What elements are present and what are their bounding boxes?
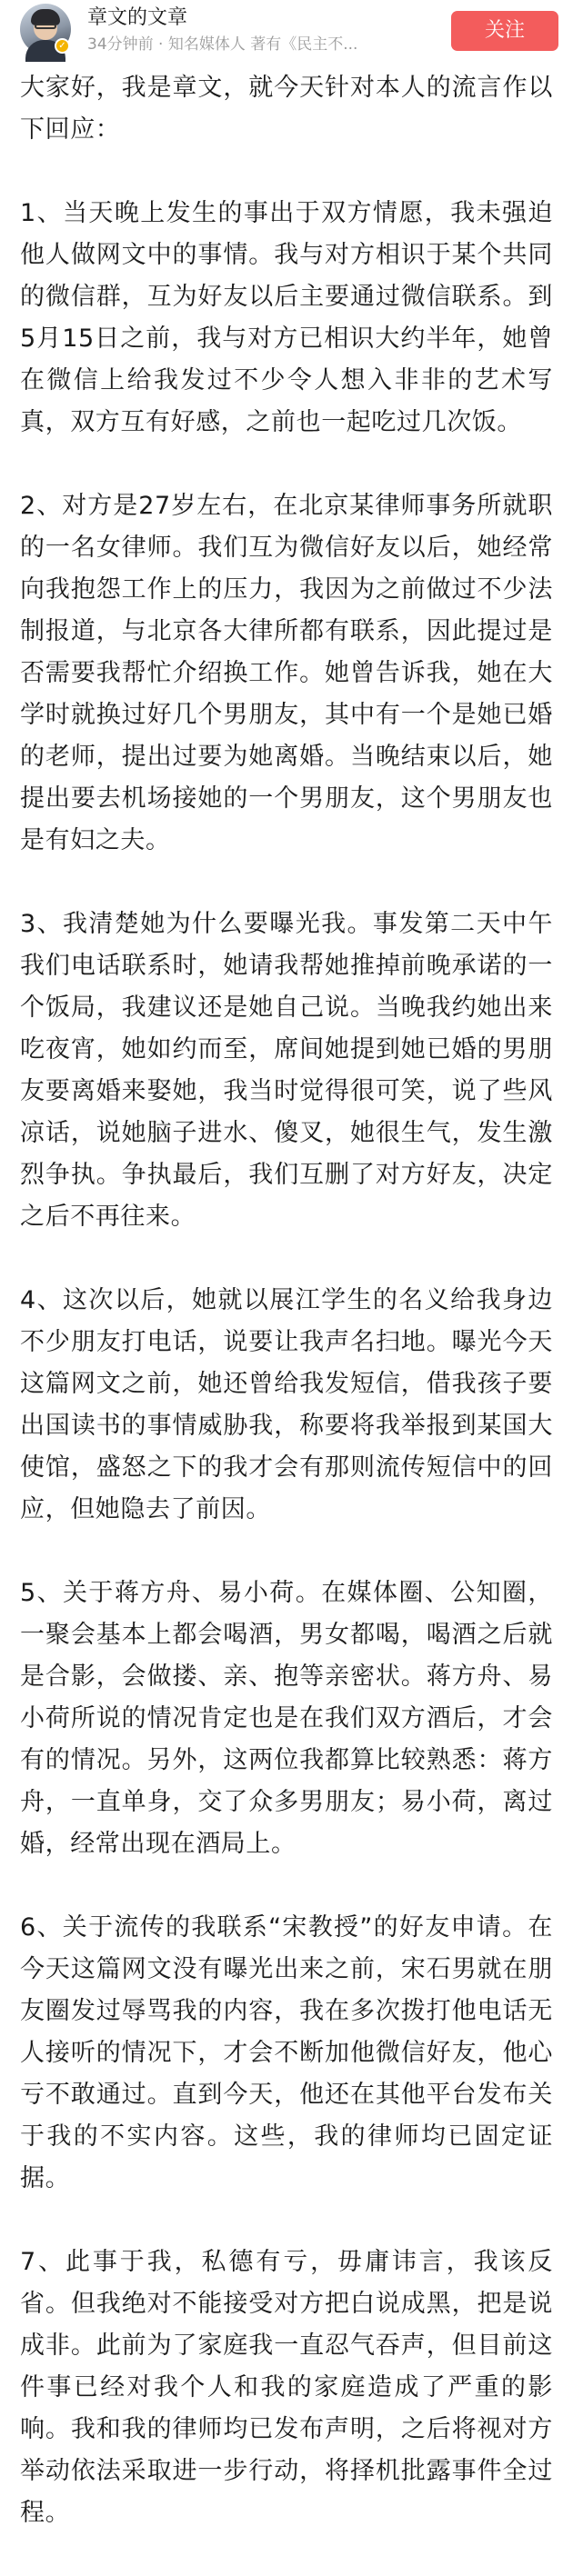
author-name[interactable]: 章文的文章 [87, 6, 188, 29]
article-paragraph-1: 1、当天晚上发生的事出于双方情愿，我未强迫他人做网文中的事情。我与对方相识于某个共同的微信群，互为好友以后主要通过微信联系。到5月15日之前，我与对方已相识大约半年，她曾在微信上给我发过不少令人想入非非的艺术写真，双方互有好感，之前也一起吃过几次饭。 [20, 199, 553, 436]
article-paragraph-6: 6、关于流传的我联系“宋教授”的好友申请。在今天这篇网文没有曝光出来之前，宋石男就在朋友圈发过辱骂我的内容，我在多次拨打他电话无人接听的情况下，才会不断加他微信好友，他心亏不敢通过。直到今天，他还在其他平台发布关于我的不实内容。这些，我的律师均已固定证据。 [20, 1913, 553, 2192]
article-body [20, 67, 553, 2576]
post-meta: 34分钟前 · 知名媒体人 著有《民主不... [87, 35, 358, 54]
article-paragraph-2: 2、对方是27岁左右，在北京某律师事务所就职的一名女律师。我们互为微信好友以后，她经常向我抱怨工作上的压力，我因为之前做过不少法制报道，与北京各大律所都有联系，因此提过是否需要我帮忙介绍换工作。她曾告诉我，她在大学时就换过好几个男朋友，其中有一个是她已婚的老师，提出过要为她离婚。当晚结束以后，她提出要去机场接她的一个男朋友，这个男朋友也是有妇之夫。 [20, 492, 553, 854]
article-paragraph-5: 5、关于蒋方舟、易小荷。在媒体圈、公知圈，一聚会基本上都会喝酒，男女都喝，喝酒之后就是合影，会做搂、亲、抱等亲密状。蒋方舟、易小荷所说的情况肯定也是在我们双方酒后，才会有的情况。另外，这两位我都算比较熟悉：蒋方舟，一直单身，交了众多男朋友；易小荷，离过婚，经常出现在酒局上。 [20, 1579, 553, 1858]
verified-badge-icon: ✓ [55, 38, 70, 54]
article-paragraph-intro: 大家好，我是章文，就今天针对本人的流言作以下回应： [20, 74, 553, 144]
follow-button[interactable]: 关注 [451, 11, 558, 51]
article-header [0, 0, 573, 60]
avatar-glasses-shape [35, 24, 56, 29]
article-paragraph-7: 7、此事于我，私德有亏，毋庸讳言，我该反省。但我绝对不能接受对方把白说成黑，把是说成非。此前为了家庭我一直忍气吞声，但目前这件事已经对我个人和我的家庭造成了严重的影响。我和我的律师均已发布声明，之后将视对方举动依法采取进一步行动，将择机批露事件全过程。 [20, 2248, 553, 2527]
article-paragraph-3: 3、我清楚她为什么要曝光我。事发第二天中午我们电话联系时，她请我帮她推掉前晚承诺的一个饭局，我建议还是她自己说。当晚我约她出来吃夜宵，她如约而至，席间她提到她已婚的男朋友要离婚来娶她，我当时觉得很可笑，说了些风凉话，说她脑子进水、傻叉，她很生气，发生激烈争执。争执最后，我们互删了对方好友，决定之后不再往来。 [20, 910, 553, 1231]
article-paragraph-4: 4、这次以后，她就以展江学生的名义给我身边不少朋友打电话，说要让我声名扫地。曝光今天这篇网文之前，她还曾给我发短信，借我孩子要出国读书的事情威胁我，称要将我举报到某国大使馆，盛怒之下的我才会有那则流传短信中的回应，但她隐去了前因。 [20, 1286, 553, 1523]
